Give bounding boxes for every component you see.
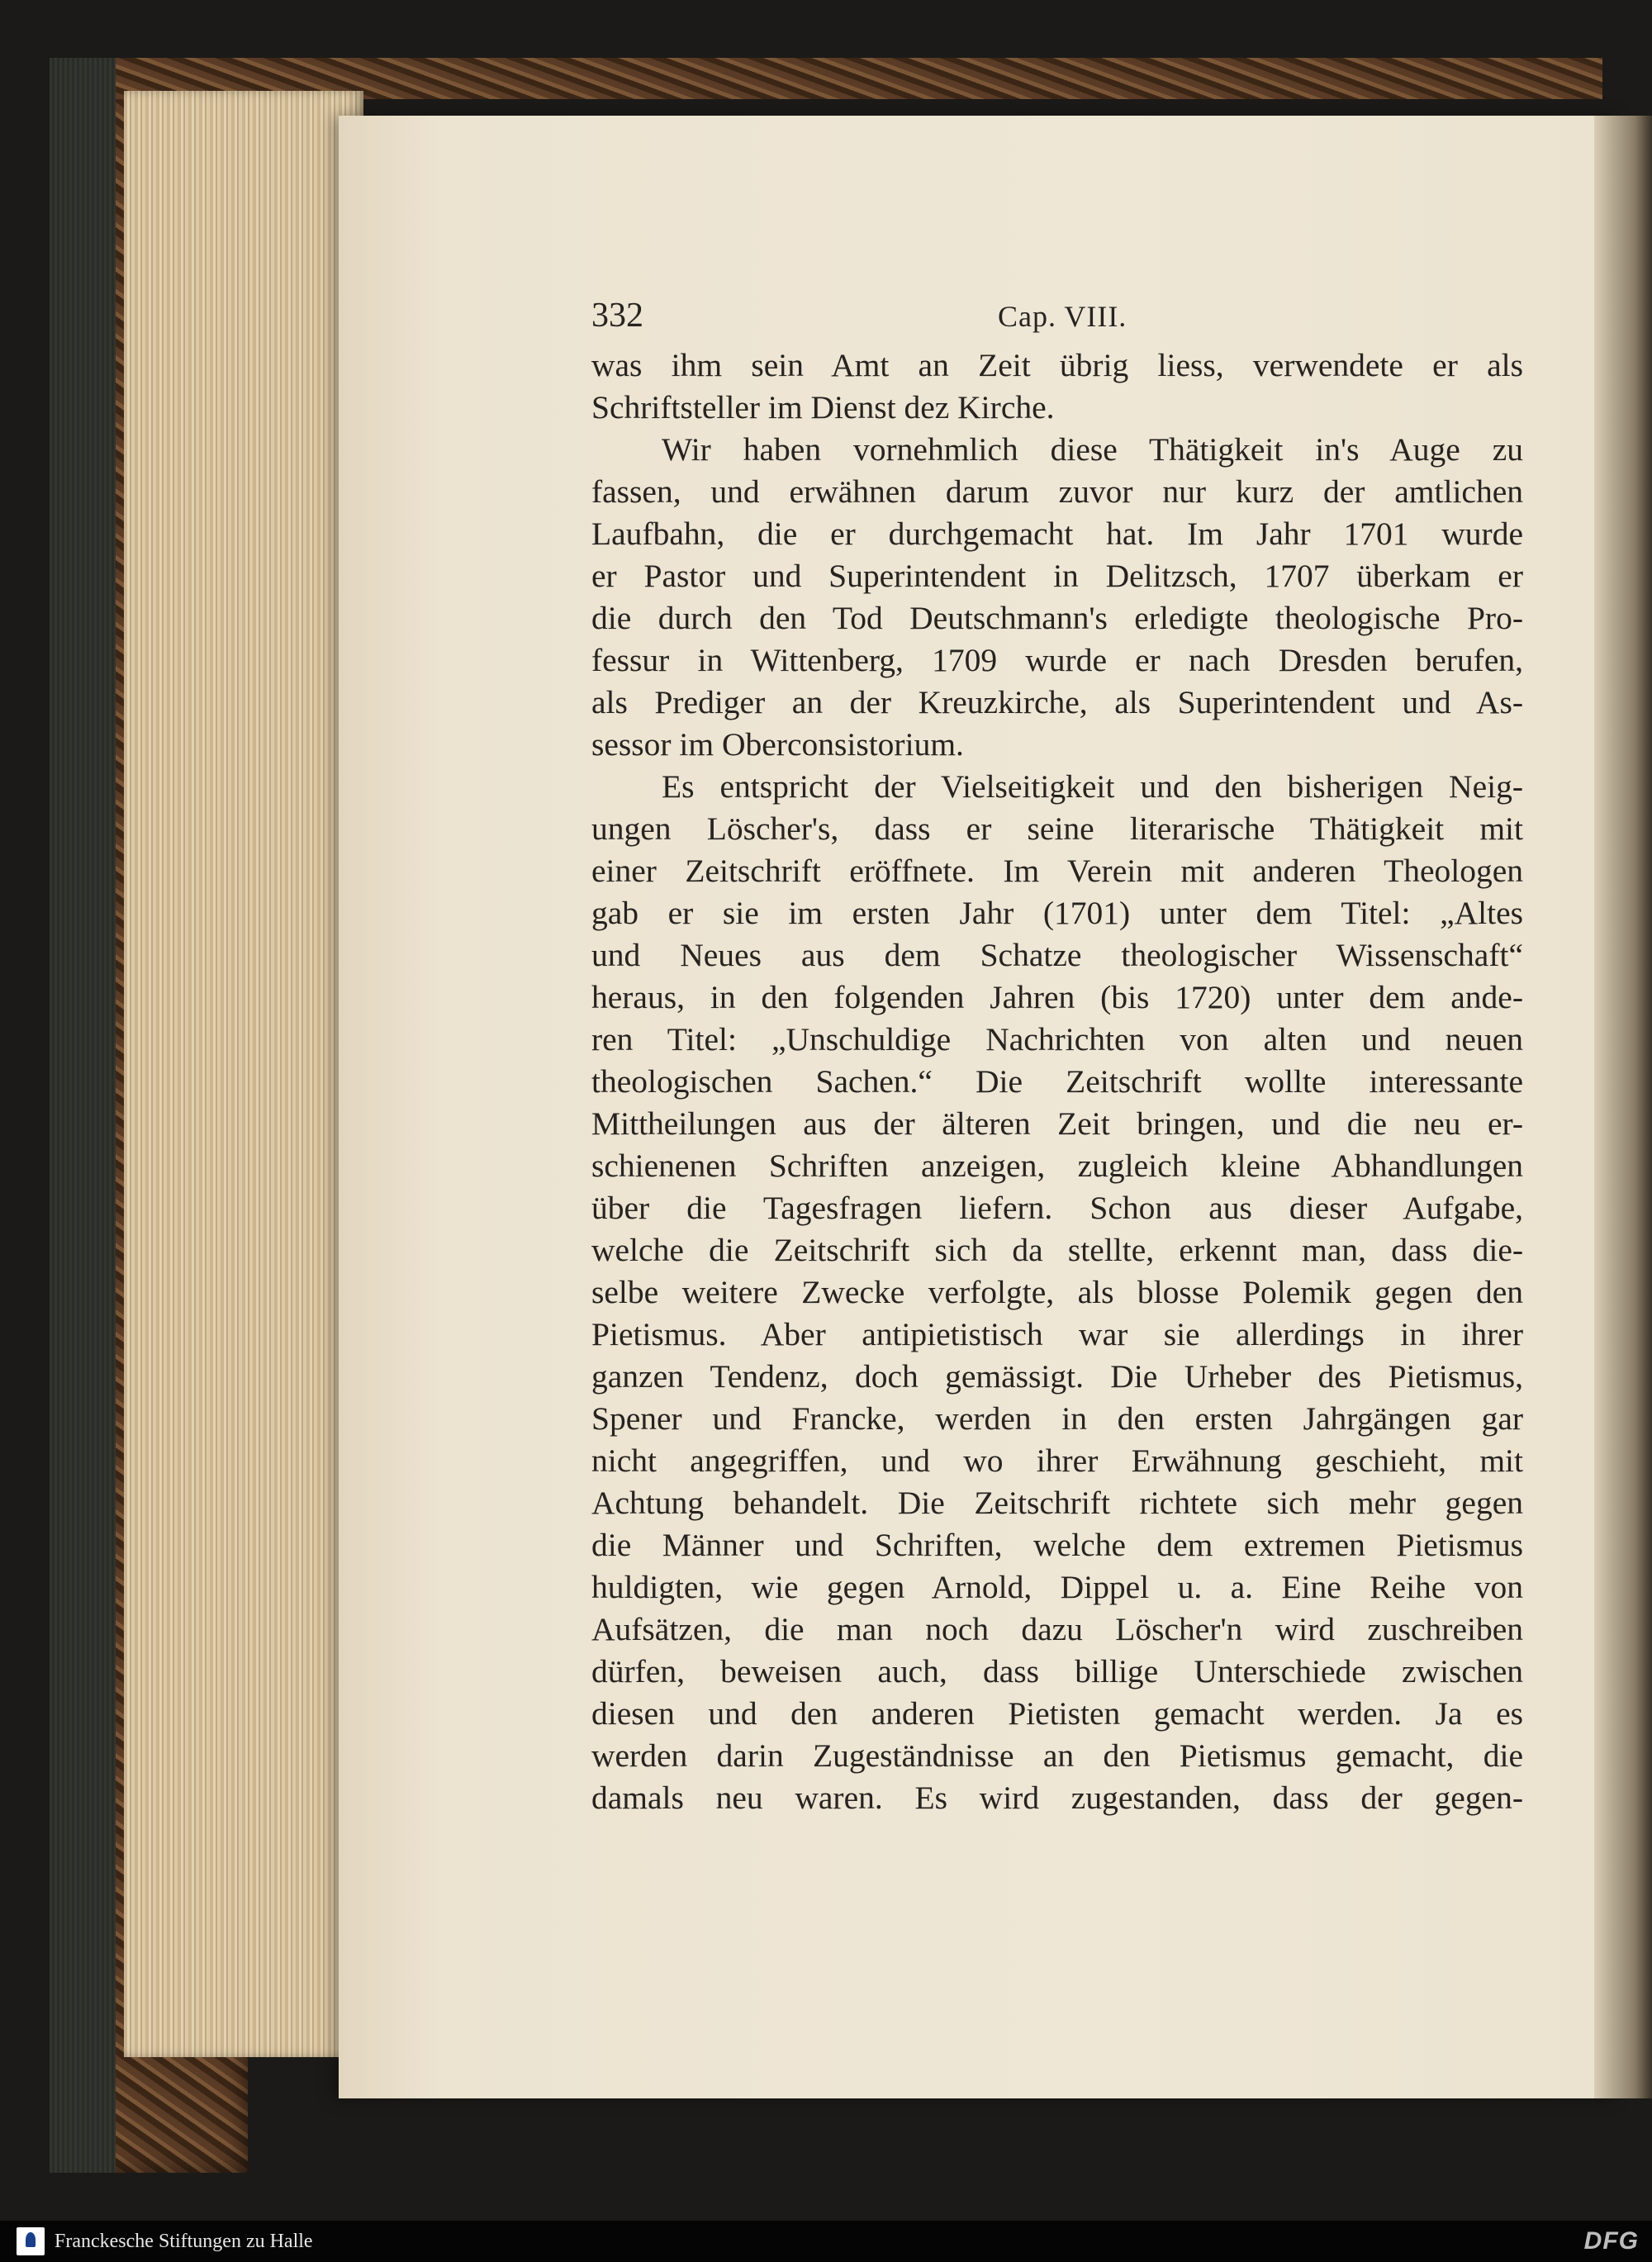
text-line: ren Titel: „Unschuldige Nachrichten von alten und neuen [591,1021,1523,1057]
text-line: werden darin Zugeständnisse an den Pietismus gemacht, die [591,1737,1523,1774]
page-stack-edges [124,91,363,2057]
text-line: die Männer und Schriften, welche dem extremen Pietismus [591,1527,1523,1563]
text-line: diesen und den anderen Pietisten gemacht werden. Ja es [591,1695,1523,1732]
book-gutter [1594,116,1652,2098]
text-line: ungen Löscher's, dass er seine literarische Thätigkeit mit [591,810,1523,847]
institution-name: Franckesche Stiftungen zu Halle [55,2231,313,2252]
page-number: 332 [591,297,643,335]
text-line: Spener und Francke, werden in den ersten Jahrgängen gar [591,1400,1523,1437]
text-line: welche die Zeitschrift sich da stellte, erkennt man, dass die- [591,1232,1523,1268]
text-line: was ihm sein Amt an Zeit übrig liess, verwendete er als [591,347,1523,383]
text-line: und Neues aus dem Schatze theologischer Wissenschaft“ [591,937,1523,973]
text-line: selbe weitere Zwecke verfolgte, als blosse Polemik gegen den [591,1274,1523,1310]
viewer-footer-bar [0,2221,1652,2262]
text-line: damals neu waren. Es wird zugestanden, dass der gegen- [591,1780,1523,1816]
text-line: fassen, und erwähnen darum zuvor nur kurz der amtlichen [591,473,1523,510]
text-line: gab er sie im ersten Jahr (1701) unter dem Titel: „Altes [591,895,1523,931]
text-line: Schriftsteller im Dienst dez Kirche. [591,389,1055,425]
text-line: Pietismus. Aber antipietistisch war sie allerdings in ihrer [591,1316,1523,1352]
francke-foundation-logo-icon [17,2227,45,2255]
text-line: huldigten, wie gegen Arnold, Dippel u. a. Eine Reihe von [591,1569,1523,1605]
dfg-logo: DFG [1583,2227,1639,2255]
text-line: fessur in Wittenberg, 1709 wurde er nach Dresden berufen, [591,642,1523,678]
text-line: theologischen Sachen.“ Die Zeitschrift wollte interessante [591,1063,1523,1100]
running-head: Cap. VIII. [998,300,1127,333]
text-line: einer Zeitschrift eröffnete. Im Verein mit anderen Theologen [591,853,1523,889]
text-line: ganzen Tendenz, doch gemässigt. Die Urheber des Pietismus, [591,1358,1523,1395]
text-line: Achtung behandelt. Die Zeitschrift richtete sich mehr gegen [591,1485,1523,1521]
text-line: Laufbahn, die er durchgemacht hat. Im Jahr 1701 wurde [591,516,1523,552]
page-header [591,295,1523,345]
text-line: Es entspricht der Vielseitigkeit und den bisherigen Neig- [662,768,1523,805]
text-line: die durch den Tod Deutschmann's erledigte theologische Pro- [591,600,1523,636]
text-line: schienenen Schriften anzeigen, zugleich kleine Abhandlungen [591,1148,1523,1184]
text-line: Wir haben vornehmlich diese Thätigkeit in's Auge zu [662,431,1523,468]
book-cover-cloth-spine [50,58,116,2173]
text-line: heraus, in den folgenden Jahren (bis 1720) unter dem ande- [591,979,1523,1015]
body-text [591,345,1523,1819]
page-text-block [591,295,1523,1819]
text-line: nicht angegriffen, und wo ihrer Erwähnung geschieht, mit [591,1442,1523,1479]
text-line: über die Tagesfragen liefern. Schon aus dieser Aufgabe, [591,1190,1523,1226]
text-line: er Pastor und Superintendent in Delitzsch, 1707 überkam er [591,558,1523,594]
text-line: sessor im Oberconsistorium. [591,726,964,763]
text-line: Mittheilungen aus der älteren Zeit bringen, und die neu er- [591,1105,1523,1142]
text-line: dürfen, beweisen auch, dass billige Unterschiede zwischen [591,1653,1523,1689]
text-line: als Prediger an der Kreuzkirche, als Superintendent und As- [591,684,1523,720]
text-line: Aufsätzen, die man noch dazu Löscher'n wird zuschreiben [591,1611,1523,1647]
